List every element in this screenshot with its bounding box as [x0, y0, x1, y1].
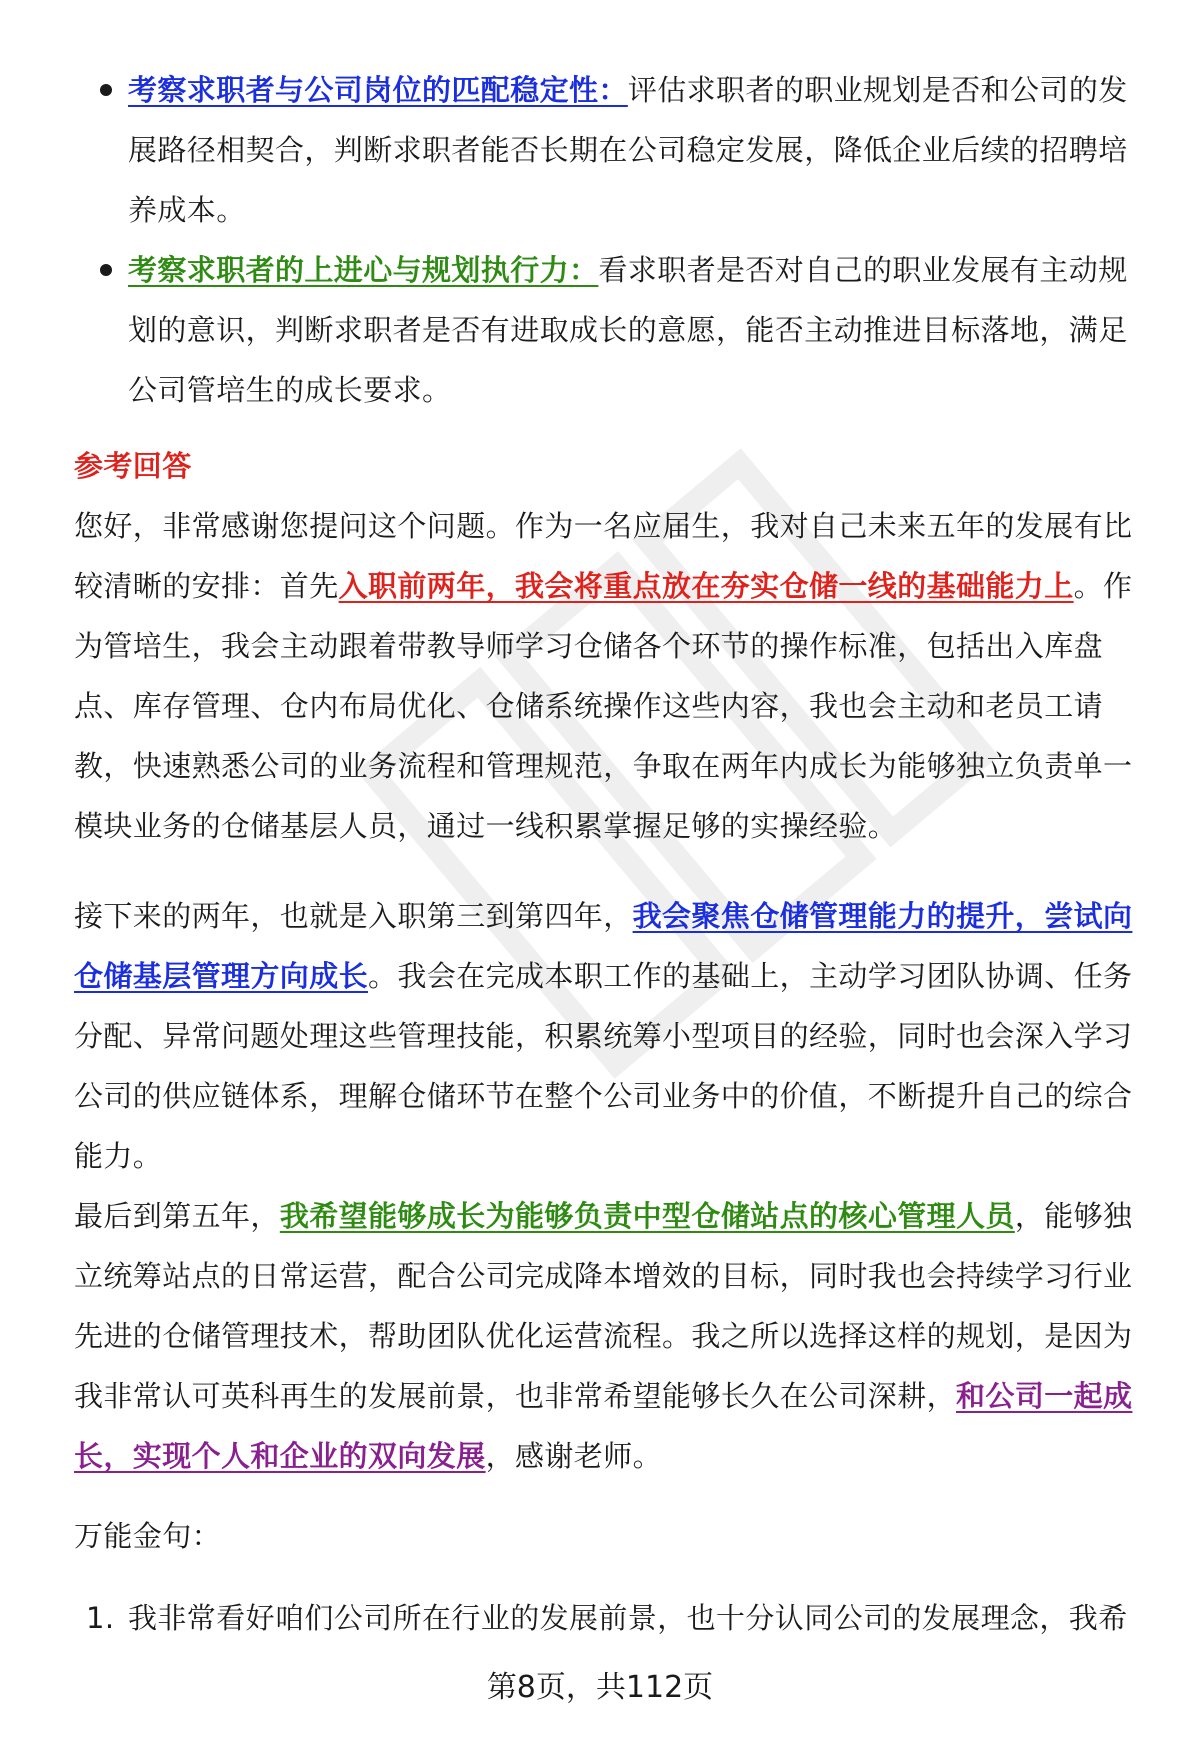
criteria-item: [74, 240, 1146, 420]
highlight-text: 入职前两年，我会将重点放在夯实仓储一线的基础能力上: [338, 569, 1074, 603]
page-footer: 第8页，共112页: [0, 1668, 1200, 1708]
paragraph-text: 接下来的两年，也就是入职第三到第四年，: [74, 899, 633, 933]
paragraph-text: 您好，非常感谢您提问这个问题。作为一名应届生，我对自己未来五年的发展有比较清晰的安排：首先: [74, 509, 1133, 603]
bullet-icon: [100, 84, 112, 96]
paragraph-text: 。作为管培生，我会主动跟着带教导师学习仓储各个环节的操作标准，包括出入库盘点、库存管理、仓内布局优化、仓储系统操作这些内容，我也会主动和老员工请教，快速熟悉公司的业务流程和管理规范，争取在两年内成长为能够独立负责单一模块业务的仓储基层人员，通过一线积累掌握足够的实操经验。: [74, 569, 1133, 843]
answer-heading: 参考回答: [74, 449, 192, 483]
criteria-text: 看求职者是否对自己的职业发展有主动规划的意识，判断求职者是否有进取成长的意愿，能否主动推进目标落地，满足公司管培生的成长要求。: [128, 253, 1128, 407]
item-number: 1.: [86, 1601, 115, 1635]
item-text: 我非常看好咱们公司所在行业的发展前景，也十分认同公司的发展理念，我希: [128, 1601, 1128, 1635]
formula-heading: 万能金句：: [74, 1519, 222, 1553]
document-content: [74, 60, 1146, 1648]
criteria-item: [74, 60, 1146, 240]
highlight-text: 我会聚焦仓储管理能力的提升，尝试向仓储基层管理方向成长: [74, 899, 1133, 993]
paragraph-text: 最后到第五年，: [74, 1199, 280, 1233]
answer-paragraph-3: [74, 1186, 1146, 1486]
paragraph-text: ，能够独立统筹站点的日常运营，配合公司完成降本增效的目标，同时我也会持续学习行业先进的仓储管理技术，帮助团队优化运营流程。我之所以选择这样的规划，是因为我非常认可英科再生的发展前景，也非常希望能够长久在公司深耕，: [74, 1199, 1133, 1413]
answer-paragraph-1: [74, 496, 1146, 856]
criteria-list: [74, 60, 1146, 420]
paragraph-text: ，感谢老师。: [485, 1439, 663, 1473]
answer-paragraph-2: [74, 886, 1146, 1186]
bullet-icon: [100, 264, 112, 276]
paragraph-gap: [74, 856, 1146, 886]
highlight-text: 我希望能够成长为能够负责中型仓储站点的核心管理人员: [279, 1199, 1015, 1233]
formula-item: [74, 1588, 1146, 1648]
paragraph-text: 。我会在完成本职工作的基础上，主动学习团队协调、任务分配、异常问题处理这些管理技能，积累统筹小型项目的经验，同时也会深入学习公司的供应链体系，理解仓储环节在整个公司业务中的价值，不断提升自己的综合能力。: [74, 959, 1133, 1173]
criteria-title: 考察求职者的上进心与规划执行力：: [128, 253, 599, 287]
highlight-text: 和公司一起成长，实现个人和企业的双向发展: [74, 1379, 1133, 1473]
criteria-text: 评估求职者的职业规划是否和公司的发展路径相契合，判断求职者能否长期在公司稳定发展，降低企业后续的招聘培养成本。: [128, 73, 1128, 227]
criteria-title: 考察求职者与公司岗位的匹配稳定性：: [128, 73, 628, 107]
formula-list: [74, 1588, 1146, 1648]
